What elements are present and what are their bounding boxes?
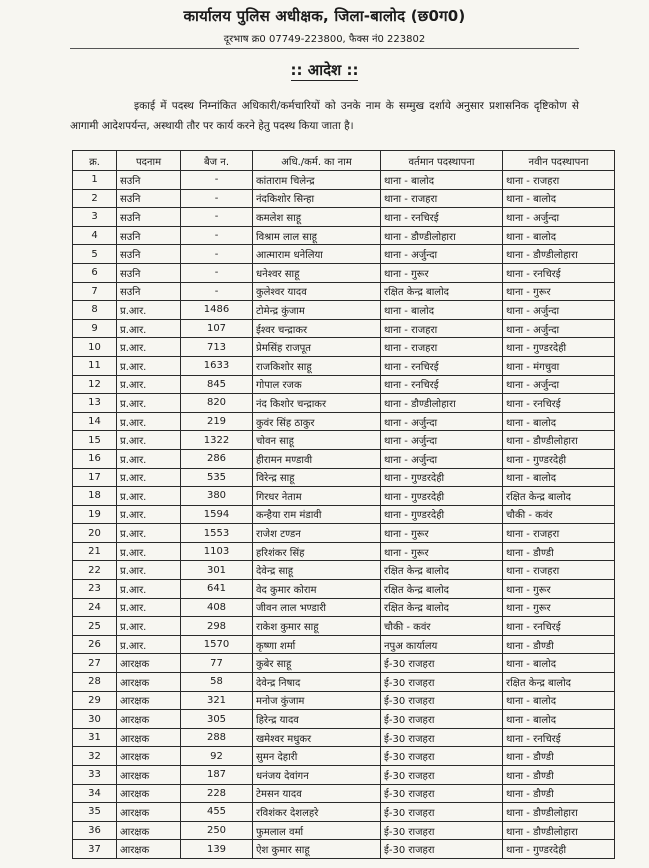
serial-cell: 30: [73, 710, 117, 729]
designation-cell: प्र.आर.: [117, 338, 181, 357]
name-cell: गिरधर नेताम: [253, 487, 381, 506]
badge-cell: 298: [181, 617, 253, 636]
designation-cell: प्र.आर.: [117, 635, 181, 654]
designation-cell: सउनि: [117, 226, 181, 245]
name-cell: कुबेर साहू: [253, 654, 381, 673]
current-posting-cell: थाना - गुरूर: [381, 263, 503, 282]
designation-cell: प्र.आर.: [117, 487, 181, 506]
new-posting-cell: थाना - राजहरा: [503, 171, 615, 190]
current-posting-cell: ई-30 राजहरा: [381, 728, 503, 747]
badge-cell: -: [181, 189, 253, 208]
new-posting-cell: थाना - बालोद: [503, 710, 615, 729]
col-header-new-posting: नवीन पदस्थापना: [503, 151, 615, 171]
current-posting-cell: ई-30 राजहरा: [381, 821, 503, 840]
new-posting-cell: चौकी - कवंर: [503, 505, 615, 524]
name-cell: विश्राम लाल साहू: [253, 226, 381, 245]
current-posting-cell: थाना - बालोद: [381, 301, 503, 320]
col-header-designation: पदनाम: [117, 151, 181, 171]
name-cell: टोमेन्द्र कुंजाम: [253, 301, 381, 320]
badge-cell: 187: [181, 766, 253, 785]
table-header-row: [73, 151, 615, 171]
current-posting-cell: थाना - गुण्डरदेही: [381, 468, 503, 487]
table-row: [73, 263, 615, 282]
posting-table: [72, 150, 615, 859]
office-title: कार्यालय पुलिस अधीक्षक, जिला-बालोद (छ0ग0): [183, 7, 466, 25]
table-row: [73, 449, 615, 468]
table-body: [73, 171, 615, 859]
serial-cell: 36: [73, 821, 117, 840]
name-cell: नंदकिशोर सिन्हा: [253, 189, 381, 208]
name-cell: गोपाल रजक: [253, 375, 381, 394]
table-row: [73, 468, 615, 487]
badge-cell: 1570: [181, 635, 253, 654]
serial-cell: 9: [73, 319, 117, 338]
badge-cell: 288: [181, 728, 253, 747]
badge-cell: -: [181, 226, 253, 245]
designation-cell: प्र.आर.: [117, 394, 181, 413]
contact-line: दूरभाष क्र0 07749-223800, फैक्स नं0 223802: [223, 34, 426, 45]
current-posting-cell: ई-30 राजहरा: [381, 766, 503, 785]
serial-cell: 31: [73, 728, 117, 747]
serial-cell: 12: [73, 375, 117, 394]
current-posting-cell: थाना - बालोद: [381, 171, 503, 190]
new-posting-cell: थाना - डौण्डी: [503, 747, 615, 766]
badge-cell: -: [181, 171, 253, 190]
badge-cell: 219: [181, 412, 253, 431]
designation-cell: प्र.आर.: [117, 449, 181, 468]
serial-cell: 8: [73, 301, 117, 320]
new-posting-cell: थाना - बालोद: [503, 654, 615, 673]
serial-cell: 3: [73, 208, 117, 227]
order-title: [0, 60, 649, 80]
new-posting-cell: थाना - बालोद: [503, 412, 615, 431]
new-posting-cell: रक्षित केन्द्र बालोद: [503, 487, 615, 506]
serial-cell: 5: [73, 245, 117, 264]
serial-cell: 34: [73, 784, 117, 803]
name-cell: धनंजय देवांगन: [253, 766, 381, 785]
designation-cell: प्र.आर.: [117, 431, 181, 450]
current-posting-cell: रक्षित केन्द्र बालोद: [381, 598, 503, 617]
designation-cell: प्र.आर.: [117, 319, 181, 338]
name-cell: हरिशंकर सिंह: [253, 542, 381, 561]
designation-cell: आरक्षक: [117, 654, 181, 673]
badge-cell: 1633: [181, 356, 253, 375]
table-row: [73, 319, 615, 338]
serial-cell: 17: [73, 468, 117, 487]
serial-cell: 24: [73, 598, 117, 617]
table-row: [73, 635, 615, 654]
designation-cell: प्र.आर.: [117, 561, 181, 580]
col-header-badge: बैज न.: [181, 151, 253, 171]
badge-cell: 107: [181, 319, 253, 338]
new-posting-cell: थाना - अर्जुन्दा: [503, 375, 615, 394]
new-posting-cell: थाना - बालोद: [503, 468, 615, 487]
table-row: [73, 394, 615, 413]
designation-cell: सउनि: [117, 208, 181, 227]
name-cell: मनोज कुंजाम: [253, 691, 381, 710]
designation-cell: प्र.आर.: [117, 301, 181, 320]
designation-cell: आरक्षक: [117, 728, 181, 747]
designation-cell: आरक्षक: [117, 821, 181, 840]
name-cell: फुमलाल वर्मा: [253, 821, 381, 840]
serial-cell: 2: [73, 189, 117, 208]
name-cell: वेद कुमार कोराम: [253, 580, 381, 599]
table-row: [73, 654, 615, 673]
table-row: [73, 431, 615, 450]
serial-cell: 29: [73, 691, 117, 710]
name-cell: ईश्वर चन्द्राकर: [253, 319, 381, 338]
current-posting-cell: थाना - डौण्डीलोहारा: [381, 394, 503, 413]
table-row: [73, 505, 615, 524]
current-posting-cell: थाना - राजहरा: [381, 319, 503, 338]
designation-cell: प्र.आर.: [117, 375, 181, 394]
new-posting-cell: थाना - रनचिरई: [503, 394, 615, 413]
current-posting-cell: रक्षित केन्द्र बालोद: [381, 561, 503, 580]
new-posting-cell: थाना - डौण्डी: [503, 766, 615, 785]
name-cell: खमेश्वर मधुकर: [253, 728, 381, 747]
new-posting-cell: थाना - डौण्डी: [503, 542, 615, 561]
table-row: [73, 580, 615, 599]
current-posting-cell: ई-30 राजहरा: [381, 784, 503, 803]
designation-cell: आरक्षक: [117, 673, 181, 692]
designation-cell: प्र.आर.: [117, 580, 181, 599]
current-posting-cell: ई-30 राजहरा: [381, 654, 503, 673]
serial-cell: 23: [73, 580, 117, 599]
current-posting-cell: ई-30 राजहरा: [381, 691, 503, 710]
name-cell: कांताराम चिलेन्द्र: [253, 171, 381, 190]
serial-cell: 26: [73, 635, 117, 654]
name-cell: रविशंकर देशलहरे: [253, 803, 381, 822]
name-cell: कुलेश्वर यादव: [253, 282, 381, 301]
current-posting-cell: थाना - अर्जुन्दा: [381, 449, 503, 468]
new-posting-cell: थाना - डौण्डीलोहारा: [503, 431, 615, 450]
table-row: [73, 524, 615, 543]
serial-cell: 4: [73, 226, 117, 245]
serial-cell: 25: [73, 617, 117, 636]
current-posting-cell: थाना - राजहरा: [381, 189, 503, 208]
designation-cell: सउनि: [117, 282, 181, 301]
designation-cell: प्र.आर.: [117, 505, 181, 524]
new-posting-cell: थाना - डौण्डी: [503, 635, 615, 654]
current-posting-cell: थाना - डौण्डीलोहारा: [381, 226, 503, 245]
new-posting-cell: थाना - गुरूर: [503, 598, 615, 617]
table-row: [73, 766, 615, 785]
badge-cell: 139: [181, 840, 253, 859]
serial-cell: 6: [73, 263, 117, 282]
badge-cell: -: [181, 263, 253, 282]
table-row: [73, 691, 615, 710]
designation-cell: आरक्षक: [117, 747, 181, 766]
current-posting-cell: रक्षित केन्द्र बालोद: [381, 282, 503, 301]
serial-cell: 22: [73, 561, 117, 580]
current-posting-cell: ई-30 राजहरा: [381, 803, 503, 822]
badge-cell: 58: [181, 673, 253, 692]
designation-cell: सउनि: [117, 245, 181, 264]
badge-cell: 1103: [181, 542, 253, 561]
new-posting-cell: थाना - अर्जुन्दा: [503, 319, 615, 338]
new-posting-cell: थाना - राजहरा: [503, 561, 615, 580]
badge-cell: 1486: [181, 301, 253, 320]
current-posting-cell: ई-30 राजहरा: [381, 840, 503, 859]
table-row: [73, 561, 615, 580]
serial-cell: 33: [73, 766, 117, 785]
name-cell: कमलेश साहू: [253, 208, 381, 227]
table-row: [73, 673, 615, 692]
current-posting-cell: ई-30 राजहरा: [381, 710, 503, 729]
current-posting-cell: रक्षित केन्द्र बालोद: [381, 580, 503, 599]
designation-cell: आरक्षक: [117, 784, 181, 803]
table-row: [73, 282, 615, 301]
new-posting-cell: थाना - बालोद: [503, 189, 615, 208]
name-cell: सुमन देहारी: [253, 747, 381, 766]
designation-cell: आरक्षक: [117, 710, 181, 729]
name-cell: नंद किशोर चन्द्राकर: [253, 394, 381, 413]
serial-cell: 27: [73, 654, 117, 673]
designation-cell: प्र.आर.: [117, 356, 181, 375]
badge-cell: 713: [181, 338, 253, 357]
badge-cell: 455: [181, 803, 253, 822]
serial-cell: 21: [73, 542, 117, 561]
order-title-text: :: आदेश ::: [290, 61, 359, 79]
badge-cell: -: [181, 282, 253, 301]
new-posting-cell: थाना - मंगचुवा: [503, 356, 615, 375]
current-posting-cell: थाना - अर्जुन्दा: [381, 431, 503, 450]
badge-cell: 77: [181, 654, 253, 673]
badge-cell: 301: [181, 561, 253, 580]
name-cell: प्रेमसिंह राजपूत: [253, 338, 381, 357]
badge-cell: 845: [181, 375, 253, 394]
serial-cell: 14: [73, 412, 117, 431]
table-row: [73, 375, 615, 394]
new-posting-cell: थाना - रनचिरई: [503, 617, 615, 636]
serial-cell: 11: [73, 356, 117, 375]
designation-cell: प्र.आर.: [117, 542, 181, 561]
new-posting-cell: थाना - अर्जुन्दा: [503, 208, 615, 227]
table-row: [73, 784, 615, 803]
name-cell: देवेन्द्र निषाद: [253, 673, 381, 692]
intro-paragraph: इकाई में पदस्थ निम्नांकित अधिकारी/कर्मचारियों को उनके नाम के सम्मुख दर्शाये अनुसार प्रशासनिक दृष्टिकोण से आगामी आदेशपर्यन्त, अस्थायी तौर पर कार्य करने हेतु पदस्थ किया जाता है।: [70, 100, 579, 132]
new-posting-cell: थाना - बालोद: [503, 691, 615, 710]
name-cell: देवेन्द्र साहू: [253, 561, 381, 580]
table-row: [73, 803, 615, 822]
table-row: [73, 338, 615, 357]
badge-cell: 1322: [181, 431, 253, 450]
designation-cell: आरक्षक: [117, 803, 181, 822]
current-posting-cell: थाना - रनचिरई: [381, 208, 503, 227]
name-cell: कन्हैया राम मंडावी: [253, 505, 381, 524]
designation-cell: सउनि: [117, 171, 181, 190]
badge-cell: 1594: [181, 505, 253, 524]
badge-cell: 228: [181, 784, 253, 803]
table-row: [73, 171, 615, 190]
table-row: [73, 226, 615, 245]
col-header-serial: क्र.: [73, 151, 117, 171]
badge-cell: 92: [181, 747, 253, 766]
badge-cell: 535: [181, 468, 253, 487]
new-posting-cell: थाना - गुरूर: [503, 580, 615, 599]
current-posting-cell: थाना - गुरूर: [381, 542, 503, 561]
new-posting-cell: थाना - रनचिरई: [503, 728, 615, 747]
table-row: [73, 747, 615, 766]
badge-cell: 641: [181, 580, 253, 599]
designation-cell: सउनि: [117, 263, 181, 282]
name-cell: धनेश्वर साहू: [253, 263, 381, 282]
badge-cell: 820: [181, 394, 253, 413]
badge-cell: 286: [181, 449, 253, 468]
table-row: [73, 301, 615, 320]
badge-cell: 321: [181, 691, 253, 710]
new-posting-cell: रक्षित केन्द्र बालोद: [503, 673, 615, 692]
new-posting-cell: थाना - डौण्डीलोहारा: [503, 821, 615, 840]
name-cell: कुवंर सिंह ठाकुर: [253, 412, 381, 431]
table-row: [73, 189, 615, 208]
new-posting-cell: थाना - गुरूर: [503, 282, 615, 301]
badge-cell: 408: [181, 598, 253, 617]
current-posting-cell: ई-30 राजहरा: [381, 747, 503, 766]
designation-cell: सउनि: [117, 189, 181, 208]
table-row: [73, 840, 615, 859]
name-cell: ऐश कुमार साहू: [253, 840, 381, 859]
new-posting-cell: थाना - गुण्डरदेही: [503, 449, 615, 468]
designation-cell: प्र.आर.: [117, 412, 181, 431]
serial-cell: 15: [73, 431, 117, 450]
badge-cell: -: [181, 245, 253, 264]
name-cell: चोवन साहू: [253, 431, 381, 450]
badge-cell: -: [181, 208, 253, 227]
serial-cell: 7: [73, 282, 117, 301]
new-posting-cell: थाना - डौण्डीलोहारा: [503, 245, 615, 264]
new-posting-cell: थाना - गुण्डरदेही: [503, 840, 615, 859]
badge-cell: 250: [181, 821, 253, 840]
current-posting-cell: थाना - अर्जुन्दा: [381, 412, 503, 431]
current-posting-cell: थाना - रनचिरई: [381, 375, 503, 394]
name-cell: राजेश टण्डन: [253, 524, 381, 543]
table-row: [73, 245, 615, 264]
table-row: [73, 208, 615, 227]
table-row: [73, 821, 615, 840]
serial-cell: 28: [73, 673, 117, 692]
serial-cell: 18: [73, 487, 117, 506]
table-row: [73, 412, 615, 431]
badge-cell: 305: [181, 710, 253, 729]
table-row: [73, 710, 615, 729]
designation-cell: प्र.आर.: [117, 468, 181, 487]
designation-cell: प्र.आर.: [117, 524, 181, 543]
new-posting-cell: थाना - गुण्डरदेही: [503, 338, 615, 357]
table-row: [73, 487, 615, 506]
designation-cell: आरक्षक: [117, 766, 181, 785]
designation-cell: प्र.आर.: [117, 598, 181, 617]
table-row: [73, 356, 615, 375]
current-posting-cell: थाना - रनचिरई: [381, 356, 503, 375]
name-cell: जीवन लाल भण्डारी: [253, 598, 381, 617]
new-posting-cell: थाना - रनचिरई: [503, 263, 615, 282]
serial-cell: 37: [73, 840, 117, 859]
col-header-name: अधि./कर्म. का नाम: [253, 151, 381, 171]
name-cell: आत्माराम धनेलिया: [253, 245, 381, 264]
current-posting-cell: थाना - राजहरा: [381, 338, 503, 357]
name-cell: राजकिशोर साहू: [253, 356, 381, 375]
current-posting-cell: थाना - गुण्डरदेही: [381, 505, 503, 524]
current-posting-cell: चौकी - कवंर: [381, 617, 503, 636]
serial-cell: 13: [73, 394, 117, 413]
table-row: [73, 728, 615, 747]
name-cell: कृष्णा शर्मा: [253, 635, 381, 654]
table-row: [73, 598, 615, 617]
serial-cell: 35: [73, 803, 117, 822]
serial-cell: 10: [73, 338, 117, 357]
designation-cell: आरक्षक: [117, 840, 181, 859]
table-row: [73, 617, 615, 636]
new-posting-cell: थाना - बालोद: [503, 226, 615, 245]
name-cell: टेमसन यादव: [253, 784, 381, 803]
serial-cell: 1: [73, 171, 117, 190]
current-posting-cell: नपुअ कार्यालय: [381, 635, 503, 654]
serial-cell: 19: [73, 505, 117, 524]
name-cell: विरेन्द्र साहू: [253, 468, 381, 487]
new-posting-cell: थाना - अर्जुन्दा: [503, 301, 615, 320]
name-cell: हिरेन्द्र यादव: [253, 710, 381, 729]
new-posting-cell: थाना - राजहरा: [503, 524, 615, 543]
new-posting-cell: थाना - डौण्डीलोहारा: [503, 803, 615, 822]
serial-cell: 32: [73, 747, 117, 766]
badge-cell: 1553: [181, 524, 253, 543]
serial-cell: 20: [73, 524, 117, 543]
current-posting-cell: थाना - गुरूर: [381, 524, 503, 543]
current-posting-cell: ई-30 राजहरा: [381, 673, 503, 692]
name-cell: राकेश कुमार साहू: [253, 617, 381, 636]
badge-cell: 380: [181, 487, 253, 506]
designation-cell: प्र.आर.: [117, 617, 181, 636]
header-divider: [70, 48, 579, 49]
col-header-current-posting: वर्तमान पदस्थापना: [381, 151, 503, 171]
name-cell: हीरामन मण्डावी: [253, 449, 381, 468]
current-posting-cell: थाना - गुण्डरदेही: [381, 487, 503, 506]
new-posting-cell: थाना - डौण्डी: [503, 784, 615, 803]
current-posting-cell: थाना - अर्जुन्दा: [381, 245, 503, 264]
serial-cell: 16: [73, 449, 117, 468]
table-row: [73, 542, 615, 561]
designation-cell: आरक्षक: [117, 691, 181, 710]
